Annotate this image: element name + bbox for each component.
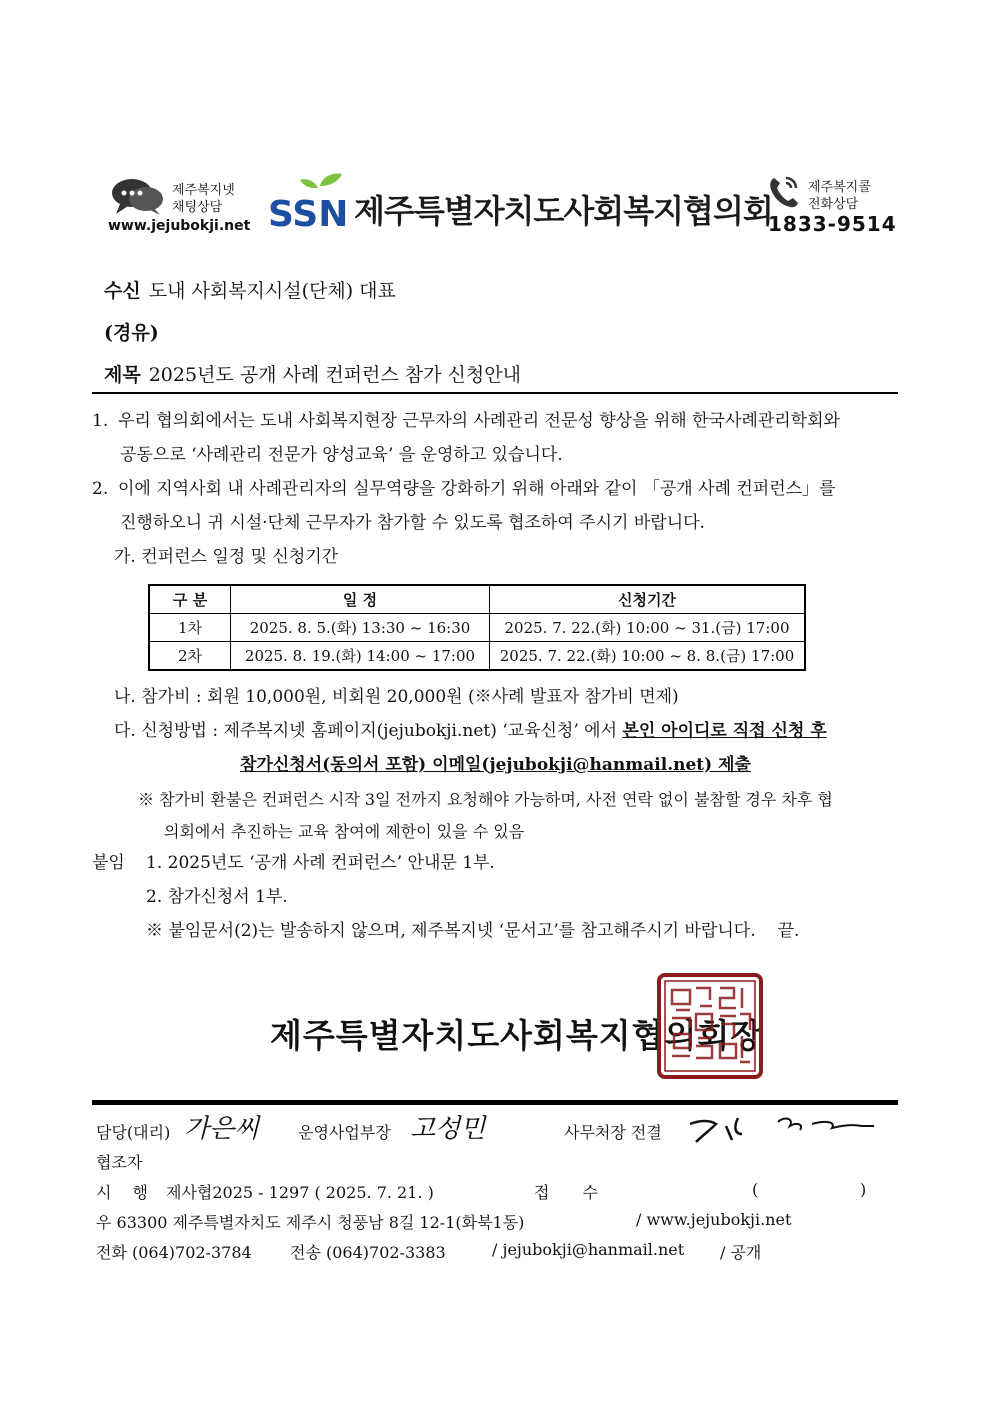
phone-icon (766, 174, 802, 210)
disclosure: / 공개 (720, 1243, 762, 1262)
website-link[interactable]: / www.jejubokji.net (636, 1210, 792, 1229)
phone: 전화 (064)702-3784 (96, 1243, 252, 1262)
table-cell: 1차 (149, 614, 231, 642)
manager-label: 운영사업부장 (298, 1123, 391, 1142)
chat-label-line2: 채팅상담 (172, 200, 223, 215)
end-mark: 끝. (777, 921, 800, 941)
item-na: 나. 참가비 : 회원 10,000원, 비회원 20,000원 (※사례 발표자 참가비 면제) (114, 687, 679, 707)
p2-line1: 이에 지역사회 내 사례관리자의 실무역량을 강화하기 위해 아래와 같이 「공개 사례 컨퍼런스」를 (118, 479, 836, 499)
staff-label: 담당(대리) (96, 1123, 171, 1142)
attachment-1: 1. 2025년도 ‘공개 사례 컨퍼런스’ 안내문 1부. (146, 853, 495, 873)
recipient-row (104, 276, 396, 303)
fax: 전송 (064)702-3383 (290, 1243, 446, 1262)
subject-divider (92, 392, 898, 394)
signatory-title: 제주특별자치도사회복지협의회장 (270, 1016, 764, 1055)
table-cell: 2차 (149, 642, 231, 671)
schedule-table (148, 584, 806, 671)
table-header-row (149, 585, 805, 614)
chat-bubble-icon (110, 176, 166, 216)
p2-line2: 진행하오니 귀 시설·단체 근무자가 참가할 수 있도록 협조하여 주시기 바랍니다. (120, 513, 705, 533)
chat-label-line1: 제주복지넷 (172, 183, 235, 198)
via-label: (경유) (104, 322, 159, 344)
secretary-label: 사무처장 전결 (564, 1123, 662, 1142)
note-line2: 의회에서 추진하는 교육 참여에 제한이 있을 수 있음 (164, 822, 525, 841)
paragraph-1 (92, 404, 902, 472)
da-prefix: 다. 신청방법 : 제주복지넷 홈페이지(jejubokji.net) ‘교육신청’ 에서 (114, 721, 623, 741)
subject-row (104, 360, 521, 387)
official-seal-icon (656, 972, 764, 1080)
phone-label-line2: 전화상담 (808, 197, 859, 212)
subject-value: 2025년도 공개 사례 컨퍼런스 참가 신청안내 (148, 364, 521, 386)
footer-divider (92, 1100, 898, 1105)
attachments (92, 846, 902, 948)
org-title: 제주특별자치도사회복지협의회 (354, 192, 773, 230)
manager-signature: 고성민 (410, 1114, 486, 1144)
attachment-note: ※ 붙임문서(2)는 발송하지 않으며, 제주복지넷 ‘문서고’를 참고해주시기 바랍니다. (146, 921, 756, 941)
ssn-logo (268, 172, 352, 230)
refund-note (138, 784, 898, 848)
recipient-value: 도내 사회복지시설(단체) 대표 (148, 280, 396, 302)
phone-number: 1833-9514 (768, 212, 897, 236)
table-cell: 2025. 7. 22.(화) 10:00 ~ 8. 8.(금) 17:00 (490, 642, 806, 671)
table-row (149, 642, 805, 671)
p2-number: 2. (92, 479, 109, 499)
staff-signature: 가은씨 (184, 1114, 260, 1144)
cooperator-label: 협조자 (96, 1153, 143, 1172)
receive-value: ( ) (752, 1180, 867, 1199)
p1-number: 1. (92, 411, 109, 431)
da-underline-1: 본인 아이디로 직접 신청 후 (622, 721, 827, 741)
attachments-label: 붙임 (92, 853, 125, 873)
subject-label: 제목 (104, 364, 141, 386)
p1-line1: 우리 협의회에서는 도내 사회복지현장 근무자의 사례관리 전문성 향상을 위해 한국사례관리학회와 (118, 411, 840, 431)
phone-label-line1: 제주복지콜 (808, 180, 871, 195)
recipient-label: 수신 (104, 280, 141, 302)
paragraph-2 (92, 472, 902, 540)
da-underline-2: 참가신청서(동의서 포함) 이메일(jejubokji@hanmail.net) 제출 (240, 755, 751, 775)
table-row (149, 614, 805, 642)
note-line1: ※ 참가비 환불은 컨퍼런스 시작 3일 전까지 요청해야 가능하며, 사전 연락 없이 불참할 경우 차후 협 (138, 790, 833, 809)
table-header: 구 분 (149, 585, 231, 614)
table-cell: 2025. 8. 19.(화) 14:00 ~ 17:00 (231, 642, 490, 671)
enforce-value: 제사협2025 - 1297 ( 2025. 7. 21. ) (166, 1183, 434, 1202)
item-ga: 가. 컨퍼런스 일정 및 신청기간 (114, 547, 339, 567)
table-header: 신청기간 (490, 585, 806, 614)
email-link[interactable]: / jejubokji@hanmail.net (492, 1240, 685, 1259)
table-header: 일 정 (231, 585, 490, 614)
enforce-label: 시 행 (96, 1183, 156, 1202)
approval-signature-icon (686, 1112, 882, 1146)
address: 우 63300 제주특별자치도 제주시 청풍남 8길 12-1(화북1동) (96, 1213, 525, 1232)
ssn-logo-text: SSN (268, 194, 349, 230)
receive-label: 접 수 (534, 1183, 612, 1202)
chat-url[interactable]: www.jejubokji.net (108, 218, 251, 234)
p1-line2: 공동으로 ‘사례관리 전문가 양성교육’ 을 운영하고 있습니다. (120, 445, 563, 465)
item-da (114, 714, 904, 748)
table-cell: 2025. 8. 5.(화) 13:30 ~ 16:30 (231, 614, 490, 642)
table-cell: 2025. 7. 22.(화) 10:00 ~ 31.(금) 17:00 (490, 614, 806, 642)
attachment-2: 2. 참가신청서 1부. (146, 887, 288, 907)
